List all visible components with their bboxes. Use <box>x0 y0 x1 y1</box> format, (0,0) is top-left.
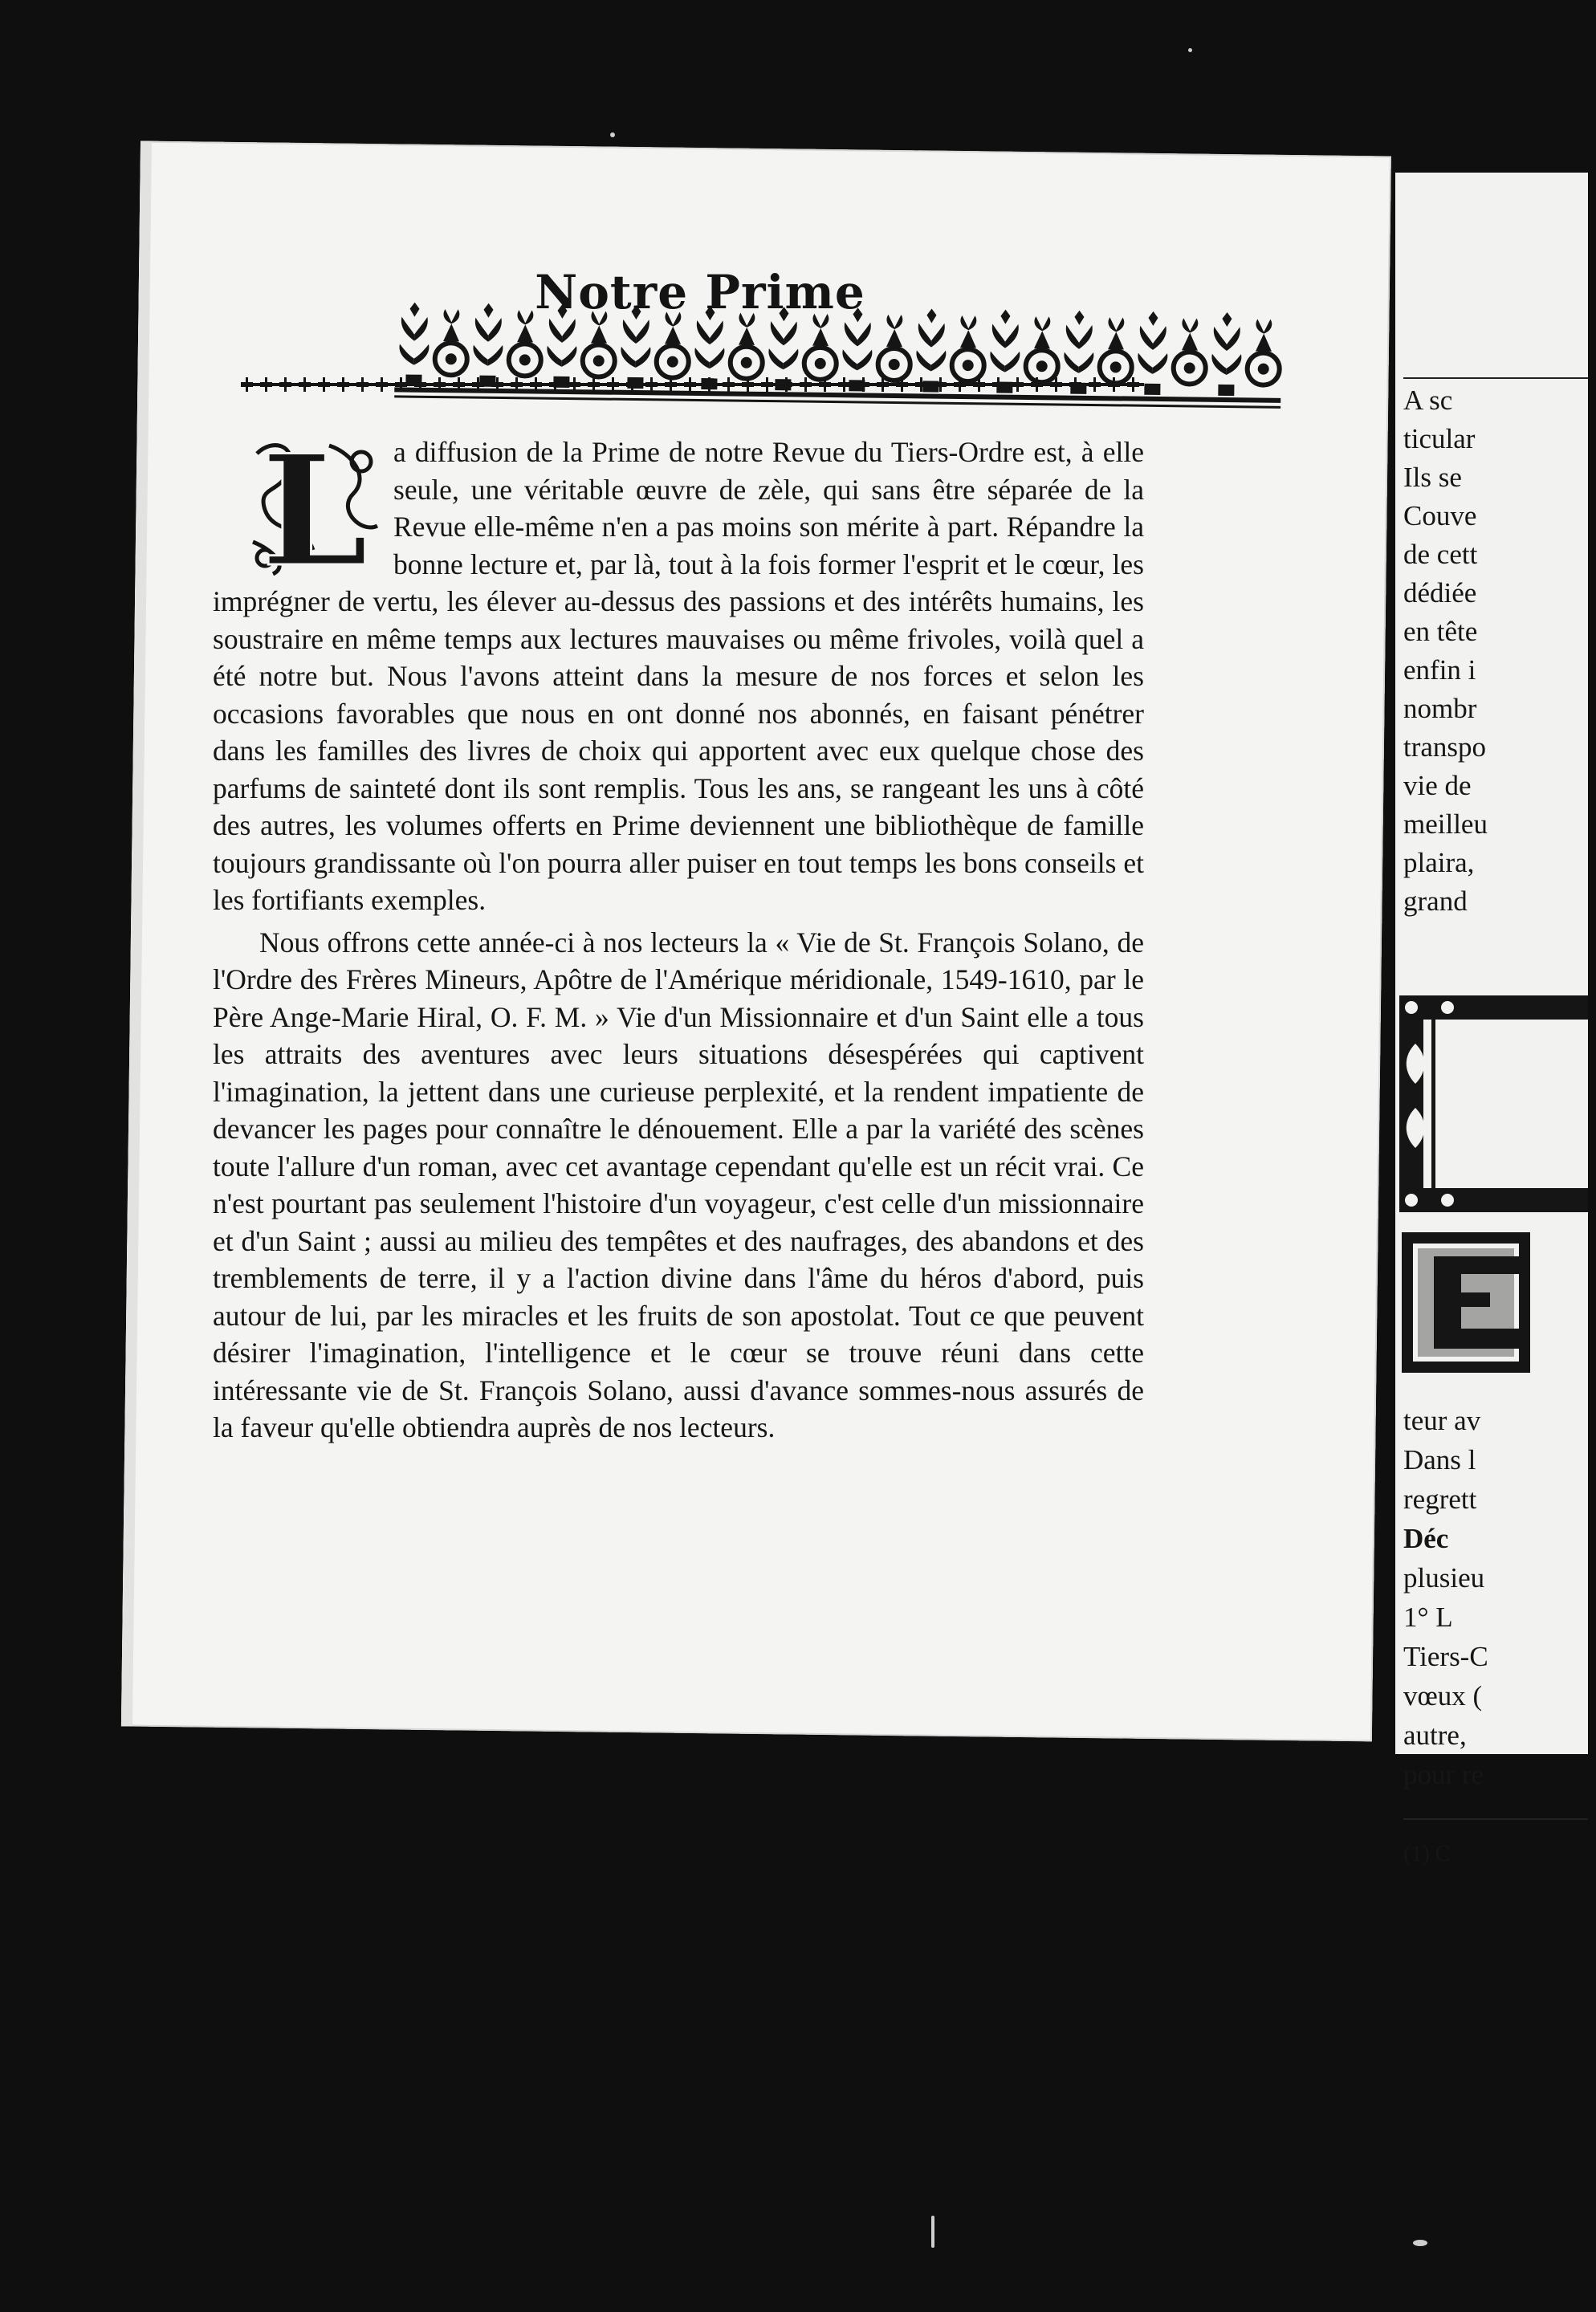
text-line: nombr <box>1403 693 1477 724</box>
floral-frame-ornament <box>1399 995 1588 1212</box>
dust-speck <box>931 2216 934 2248</box>
right-page <box>1395 173 1588 1866</box>
dust-speck <box>1413 2240 1427 2246</box>
text-line: grand <box>1403 885 1468 917</box>
text-line: pour re <box>1403 1759 1484 1790</box>
footnote-rule <box>1403 1794 1588 1820</box>
text-line: Déc <box>1403 1523 1449 1554</box>
text-line: 1° L <box>1403 1602 1453 1633</box>
text-line: plusieu <box>1403 1562 1485 1594</box>
page-title: Notre Prime <box>535 265 865 320</box>
text-line: teur av <box>1403 1405 1481 1436</box>
text-line: A sc <box>1403 385 1453 416</box>
text-line: de cett <box>1403 539 1478 570</box>
decorative-rule <box>241 376 1144 393</box>
text-line: autre, <box>1403 1720 1467 1751</box>
right-page-text-top <box>1403 381 1596 921</box>
page-edge <box>121 140 152 1726</box>
text-line: Tiers-C <box>1403 1641 1488 1672</box>
text-line: ticular <box>1403 423 1476 454</box>
text-line: en tête <box>1403 616 1478 647</box>
article-body <box>213 434 1144 1447</box>
text-line: plaira, <box>1403 847 1475 878</box>
svg-text:L: L <box>261 421 368 600</box>
dust-speck <box>610 132 615 137</box>
text-line: vie de <box>1403 770 1472 801</box>
article-paragraph <box>213 434 1144 919</box>
dust-speck <box>1188 48 1192 52</box>
text-line: Dans l <box>1403 1444 1476 1476</box>
ornamental-initial-partial <box>1402 1232 1530 1373</box>
article-paragraph: Nous offrons cette année-ci à nos lecteurs la « Vie de St. François Solano, de l'Ordre des Frères Mineurs, Apôtre de l'Amérique méridionale, 1549-1610, par le Père Ange-Marie Hiral, O. F. M. » Vie d'un Missionnaire et d'un Saint elle a tous les attraits des aventures avec leurs situations désespérées qui captivent l'imagination, la jettent dans une curieuse perplexité, et la rendent impatiente de devancer les pages pour connaître le dénouement. Elle a par la variété des scènes toute l'allure d'un roman, avec cet avantage cependant qu'elle est un récit vrai. Ce n'est pourtant pas seulement l'histoire d'un voyageur, c'est celle d'un missionnaire et d'un Saint ; aussi au milieu des tempêtes et des naufrages, des abandons et des tremblements de terre, il y a l'action divine dans l'âme du héros d'abord, puis autour de lui, par les miracles et les fruits de son apostolat. Tout ce que peuvent désirer l'imagination, l'intelligence et le cœur se trouve réuni dans cette intéressante vie de St. François Solano, aussi d'avance sommes-nous assurés de la faveur qu'elle obtiendra auprès de nos lecteurs. <box>213 926 1144 1443</box>
text-line: Couve <box>1403 500 1477 531</box>
top-rule <box>1403 377 1588 379</box>
paragraph-1-text: a diffusion de la Prime de notre Revue du Tiers-Ordre est, à elle seule, une véritable œuvre de zèle, qui sans être séparée de la Revue elle-même n'en a pas moins son mérite à part. Répandre la bonne lecture et, par là, tout à la fois former l'esprit et le cœur, les imprégner de vertu, les élever au-dessus des passions et des intérêts humains, les soustraire en même temps aux lectures mauvaises ou même frivoles, voilà quel a été notre but. Nous l'avons atteint dans la mesure de nos forces et selon les occasions favorables que nous en ont donné nos abonnés, en faisant pénétrer dans les familles des livres de choix qui apportent avec eux quelque chose des parfums de sainteté dont ils sont remplis. Tous les ans, se rangeant les uns à côté des autres, les volumes offerts en Prime deviennent une bibliothèque de famille toujours grandissante où l'on pourra aller puiser en tout temps les bons conseils et les fortifiants exemples. <box>213 436 1144 916</box>
text-line: Ils se <box>1403 462 1462 493</box>
text-line: regrett <box>1403 1484 1477 1515</box>
footnote: (1) C <box>1403 1842 1451 1866</box>
text-line: vœux ( <box>1403 1680 1483 1712</box>
text-line: transpo <box>1403 731 1487 763</box>
text-line: dédiée <box>1403 577 1477 609</box>
text-line: meilleu <box>1403 808 1488 840</box>
right-page-text-bottom <box>1403 1401 1596 1874</box>
drop-cap-space <box>213 434 393 574</box>
text-line: enfin i <box>1403 654 1476 686</box>
